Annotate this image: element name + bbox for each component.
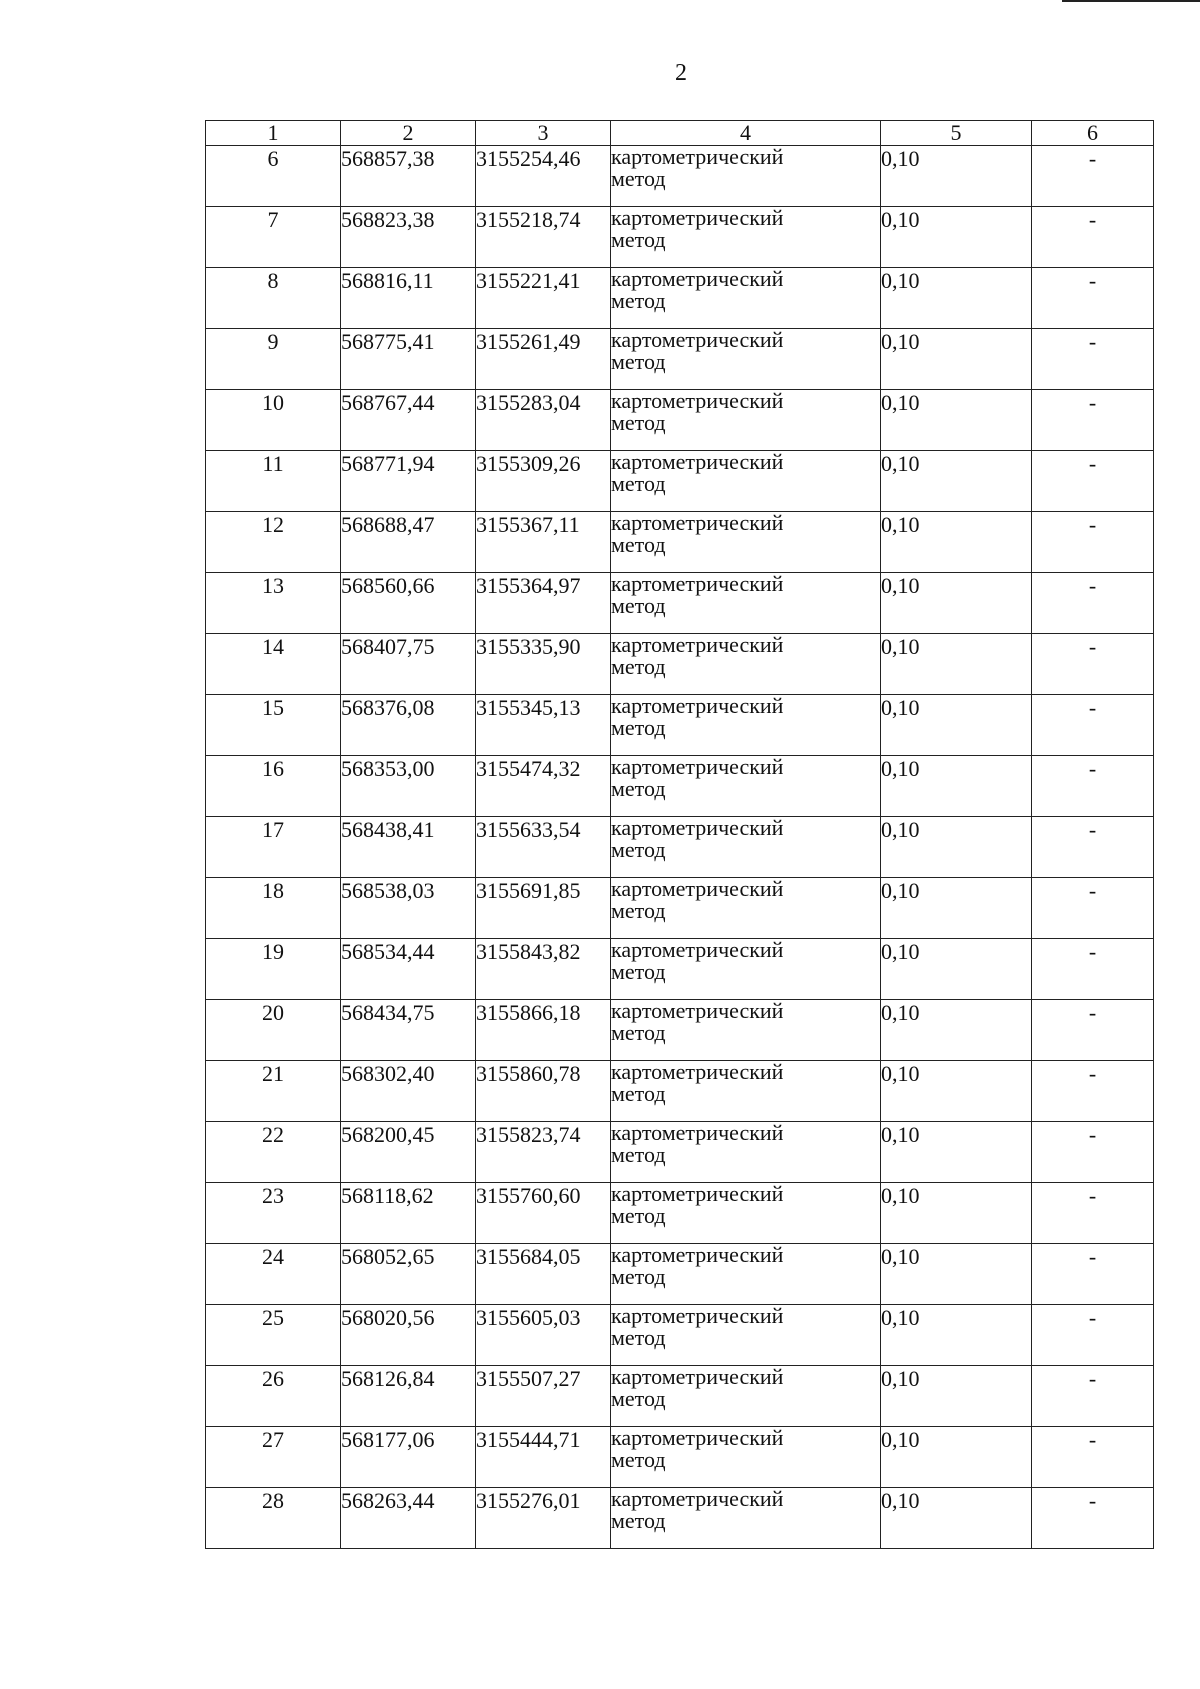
method-line: метод — [611, 837, 666, 862]
x-coordinate-cell: 568052,65 — [341, 1244, 476, 1305]
description-cell: - — [1032, 268, 1154, 329]
y-coordinate-cell: 3155474,32 — [476, 756, 611, 817]
y-coordinate-cell: 3155633,54 — [476, 817, 611, 878]
method-cell — [611, 1122, 881, 1183]
accuracy-cell: 0,10 — [881, 817, 1032, 878]
x-coordinate-cell: 568177,06 — [341, 1427, 476, 1488]
y-coordinate-cell: 3155218,74 — [476, 207, 611, 268]
method-line: метод — [611, 1203, 666, 1228]
method-cell — [611, 1305, 881, 1366]
accuracy-cell: 0,10 — [881, 756, 1032, 817]
accuracy-cell: 0,10 — [881, 1000, 1032, 1061]
method-line: метод — [611, 349, 666, 374]
x-coordinate-cell: 568688,47 — [341, 512, 476, 573]
x-coordinate-cell: 568020,56 — [341, 1305, 476, 1366]
table-row — [206, 939, 1154, 1000]
method-cell — [611, 634, 881, 695]
method-line: картометрический — [611, 1059, 784, 1084]
description-cell: - — [1032, 390, 1154, 451]
x-coordinate-cell: 568126,84 — [341, 1366, 476, 1427]
point-number-cell: 16 — [206, 756, 341, 817]
description-cell: - — [1032, 939, 1154, 1000]
method-cell — [611, 146, 881, 207]
method-line: метод — [611, 1508, 666, 1533]
point-number-cell: 26 — [206, 1366, 341, 1427]
table-row — [206, 1427, 1154, 1488]
x-coordinate-cell: 568857,38 — [341, 146, 476, 207]
x-coordinate-cell: 568775,41 — [341, 329, 476, 390]
point-number-cell: 23 — [206, 1183, 341, 1244]
y-coordinate-cell: 3155684,05 — [476, 1244, 611, 1305]
method-cell — [611, 512, 881, 573]
description-cell: - — [1032, 1061, 1154, 1122]
method-cell — [611, 390, 881, 451]
y-coordinate-cell: 3155364,97 — [476, 573, 611, 634]
description-cell: - — [1032, 1244, 1154, 1305]
y-coordinate-cell: 3155860,78 — [476, 1061, 611, 1122]
y-coordinate-cell: 3155261,49 — [476, 329, 611, 390]
method-cell — [611, 451, 881, 512]
x-coordinate-cell: 568407,75 — [341, 634, 476, 695]
method-line: метод — [611, 1264, 666, 1289]
method-line: картометрический — [611, 815, 784, 840]
point-number-cell: 12 — [206, 512, 341, 573]
description-cell: - — [1032, 1183, 1154, 1244]
header-col-5: 5 — [881, 121, 1032, 146]
description-cell: - — [1032, 146, 1154, 207]
x-coordinate-cell: 568767,44 — [341, 390, 476, 451]
method-line: метод — [611, 654, 666, 679]
method-cell — [611, 817, 881, 878]
point-number-cell: 22 — [206, 1122, 341, 1183]
point-number-cell: 21 — [206, 1061, 341, 1122]
accuracy-cell: 0,10 — [881, 1488, 1032, 1549]
description-cell: - — [1032, 1427, 1154, 1488]
description-cell: - — [1032, 695, 1154, 756]
method-line: картометрический — [611, 205, 784, 230]
accuracy-cell: 0,10 — [881, 939, 1032, 1000]
header-col-6: 6 — [1032, 121, 1154, 146]
accuracy-cell: 0,10 — [881, 512, 1032, 573]
method-line: картометрический — [611, 144, 784, 169]
table-row — [206, 207, 1154, 268]
point-number-cell: 25 — [206, 1305, 341, 1366]
method-line: картометрический — [611, 693, 784, 718]
table-row — [206, 634, 1154, 695]
method-line: картометрический — [611, 754, 784, 779]
table-row — [206, 1061, 1154, 1122]
accuracy-cell: 0,10 — [881, 573, 1032, 634]
table-row — [206, 512, 1154, 573]
point-number-cell: 13 — [206, 573, 341, 634]
method-line: метод — [611, 1142, 666, 1167]
table-row — [206, 1305, 1154, 1366]
header-col-3: 3 — [476, 121, 611, 146]
x-coordinate-cell: 568200,45 — [341, 1122, 476, 1183]
point-number-cell: 19 — [206, 939, 341, 1000]
table-row — [206, 390, 1154, 451]
method-line: метод — [611, 1020, 666, 1045]
method-line: метод — [611, 532, 666, 557]
y-coordinate-cell: 3155823,74 — [476, 1122, 611, 1183]
table-row — [206, 1366, 1154, 1427]
y-coordinate-cell: 3155866,18 — [476, 1000, 611, 1061]
table-row — [206, 1183, 1154, 1244]
method-line: картометрический — [611, 1364, 784, 1389]
method-line: картометрический — [611, 388, 784, 413]
page-number: 2 — [675, 60, 687, 86]
method-line: картометрический — [611, 327, 784, 352]
description-cell: - — [1032, 207, 1154, 268]
method-line: метод — [611, 593, 666, 618]
table-row — [206, 146, 1154, 207]
y-coordinate-cell: 3155309,26 — [476, 451, 611, 512]
method-line: метод — [611, 410, 666, 435]
y-coordinate-cell: 3155843,82 — [476, 939, 611, 1000]
y-coordinate-cell: 3155254,46 — [476, 146, 611, 207]
x-coordinate-cell: 568816,11 — [341, 268, 476, 329]
table-row — [206, 573, 1154, 634]
method-cell — [611, 329, 881, 390]
accuracy-cell: 0,10 — [881, 146, 1032, 207]
point-number-cell: 28 — [206, 1488, 341, 1549]
method-cell — [611, 268, 881, 329]
method-cell — [611, 1244, 881, 1305]
method-cell — [611, 1427, 881, 1488]
method-cell — [611, 695, 881, 756]
y-coordinate-cell: 3155335,90 — [476, 634, 611, 695]
table-row — [206, 268, 1154, 329]
accuracy-cell: 0,10 — [881, 1061, 1032, 1122]
y-coordinate-cell: 3155283,04 — [476, 390, 611, 451]
method-cell — [611, 756, 881, 817]
point-number-cell: 20 — [206, 1000, 341, 1061]
table-row — [206, 817, 1154, 878]
y-coordinate-cell: 3155605,03 — [476, 1305, 611, 1366]
accuracy-cell: 0,10 — [881, 695, 1032, 756]
table-row — [206, 1244, 1154, 1305]
x-coordinate-cell: 568376,08 — [341, 695, 476, 756]
method-cell — [611, 939, 881, 1000]
method-cell — [611, 1488, 881, 1549]
y-coordinate-cell: 3155760,60 — [476, 1183, 611, 1244]
x-coordinate-cell: 568823,38 — [341, 207, 476, 268]
header-col-4: 4 — [611, 121, 881, 146]
point-number-cell: 11 — [206, 451, 341, 512]
accuracy-cell: 0,10 — [881, 1244, 1032, 1305]
table-row — [206, 695, 1154, 756]
coordinates-table — [205, 120, 1154, 1549]
point-number-cell: 6 — [206, 146, 341, 207]
x-coordinate-cell: 568353,00 — [341, 756, 476, 817]
method-cell — [611, 878, 881, 939]
method-line: метод — [611, 959, 666, 984]
x-coordinate-cell: 568438,41 — [341, 817, 476, 878]
method-line: картометрический — [611, 1242, 784, 1267]
accuracy-cell: 0,10 — [881, 207, 1032, 268]
method-line: метод — [611, 1081, 666, 1106]
description-cell: - — [1032, 573, 1154, 634]
method-line: метод — [611, 471, 666, 496]
y-coordinate-cell: 3155444,71 — [476, 1427, 611, 1488]
method-line: метод — [611, 288, 666, 313]
table-row — [206, 1122, 1154, 1183]
x-coordinate-cell: 568263,44 — [341, 1488, 476, 1549]
method-cell — [611, 1366, 881, 1427]
description-cell: - — [1032, 817, 1154, 878]
y-coordinate-cell: 3155276,01 — [476, 1488, 611, 1549]
description-cell: - — [1032, 329, 1154, 390]
accuracy-cell: 0,10 — [881, 1427, 1032, 1488]
accuracy-cell: 0,10 — [881, 1183, 1032, 1244]
x-coordinate-cell: 568538,03 — [341, 878, 476, 939]
x-coordinate-cell: 568302,40 — [341, 1061, 476, 1122]
accuracy-cell: 0,10 — [881, 634, 1032, 695]
table-row — [206, 878, 1154, 939]
accuracy-cell: 0,10 — [881, 1122, 1032, 1183]
method-line: метод — [611, 166, 666, 191]
header-row — [206, 121, 1154, 146]
description-cell: - — [1032, 1000, 1154, 1061]
table-row — [206, 756, 1154, 817]
point-number-cell: 17 — [206, 817, 341, 878]
description-cell: - — [1032, 451, 1154, 512]
y-coordinate-cell: 3155691,85 — [476, 878, 611, 939]
point-number-cell: 24 — [206, 1244, 341, 1305]
description-cell: - — [1032, 1305, 1154, 1366]
accuracy-cell: 0,10 — [881, 268, 1032, 329]
method-line: картометрический — [611, 632, 784, 657]
method-line: картометрический — [611, 1486, 784, 1511]
point-number-cell: 8 — [206, 268, 341, 329]
accuracy-cell: 0,10 — [881, 1366, 1032, 1427]
method-line: картометрический — [611, 937, 784, 962]
header-col-2: 2 — [341, 121, 476, 146]
method-cell — [611, 1183, 881, 1244]
method-line: метод — [611, 715, 666, 740]
x-coordinate-cell: 568534,44 — [341, 939, 476, 1000]
point-number-cell: 7 — [206, 207, 341, 268]
x-coordinate-cell: 568560,66 — [341, 573, 476, 634]
description-cell: - — [1032, 634, 1154, 695]
accuracy-cell: 0,10 — [881, 329, 1032, 390]
method-line: метод — [611, 1325, 666, 1350]
y-coordinate-cell: 3155221,41 — [476, 268, 611, 329]
accuracy-cell: 0,10 — [881, 1305, 1032, 1366]
method-line: картометрический — [611, 1303, 784, 1328]
description-cell: - — [1032, 512, 1154, 573]
table-row — [206, 451, 1154, 512]
y-coordinate-cell: 3155507,27 — [476, 1366, 611, 1427]
table-row — [206, 1000, 1154, 1061]
method-line: картометрический — [611, 1120, 784, 1145]
description-cell: - — [1032, 1488, 1154, 1549]
method-cell — [611, 207, 881, 268]
method-line: метод — [611, 227, 666, 252]
description-cell: - — [1032, 1122, 1154, 1183]
y-coordinate-cell: 3155367,11 — [476, 512, 611, 573]
point-number-cell: 14 — [206, 634, 341, 695]
table-row — [206, 329, 1154, 390]
method-line: картометрический — [611, 510, 784, 535]
point-number-cell: 27 — [206, 1427, 341, 1488]
x-coordinate-cell: 568118,62 — [341, 1183, 476, 1244]
y-coordinate-cell: 3155345,13 — [476, 695, 611, 756]
method-cell — [611, 573, 881, 634]
method-line: метод — [611, 898, 666, 923]
method-cell — [611, 1061, 881, 1122]
method-line: метод — [611, 776, 666, 801]
table-row — [206, 1488, 1154, 1549]
method-line: картометрический — [611, 876, 784, 901]
point-number-cell: 18 — [206, 878, 341, 939]
method-line: картометрический — [611, 998, 784, 1023]
accuracy-cell: 0,10 — [881, 878, 1032, 939]
method-line: картометрический — [611, 266, 784, 291]
header-col-1: 1 — [206, 121, 341, 146]
point-number-cell: 9 — [206, 329, 341, 390]
top-edge-rule — [1062, 0, 1200, 2]
method-line: картометрический — [611, 571, 784, 596]
description-cell: - — [1032, 756, 1154, 817]
method-line: метод — [611, 1447, 666, 1472]
accuracy-cell: 0,10 — [881, 451, 1032, 512]
description-cell: - — [1032, 1366, 1154, 1427]
table-body — [206, 146, 1154, 1549]
method-cell — [611, 1000, 881, 1061]
method-line: картометрический — [611, 449, 784, 474]
accuracy-cell: 0,10 — [881, 390, 1032, 451]
method-line: картометрический — [611, 1425, 784, 1450]
description-cell: - — [1032, 878, 1154, 939]
method-line: картометрический — [611, 1181, 784, 1206]
point-number-cell: 15 — [206, 695, 341, 756]
point-number-cell: 10 — [206, 390, 341, 451]
method-line: метод — [611, 1386, 666, 1411]
x-coordinate-cell: 568434,75 — [341, 1000, 476, 1061]
x-coordinate-cell: 568771,94 — [341, 451, 476, 512]
